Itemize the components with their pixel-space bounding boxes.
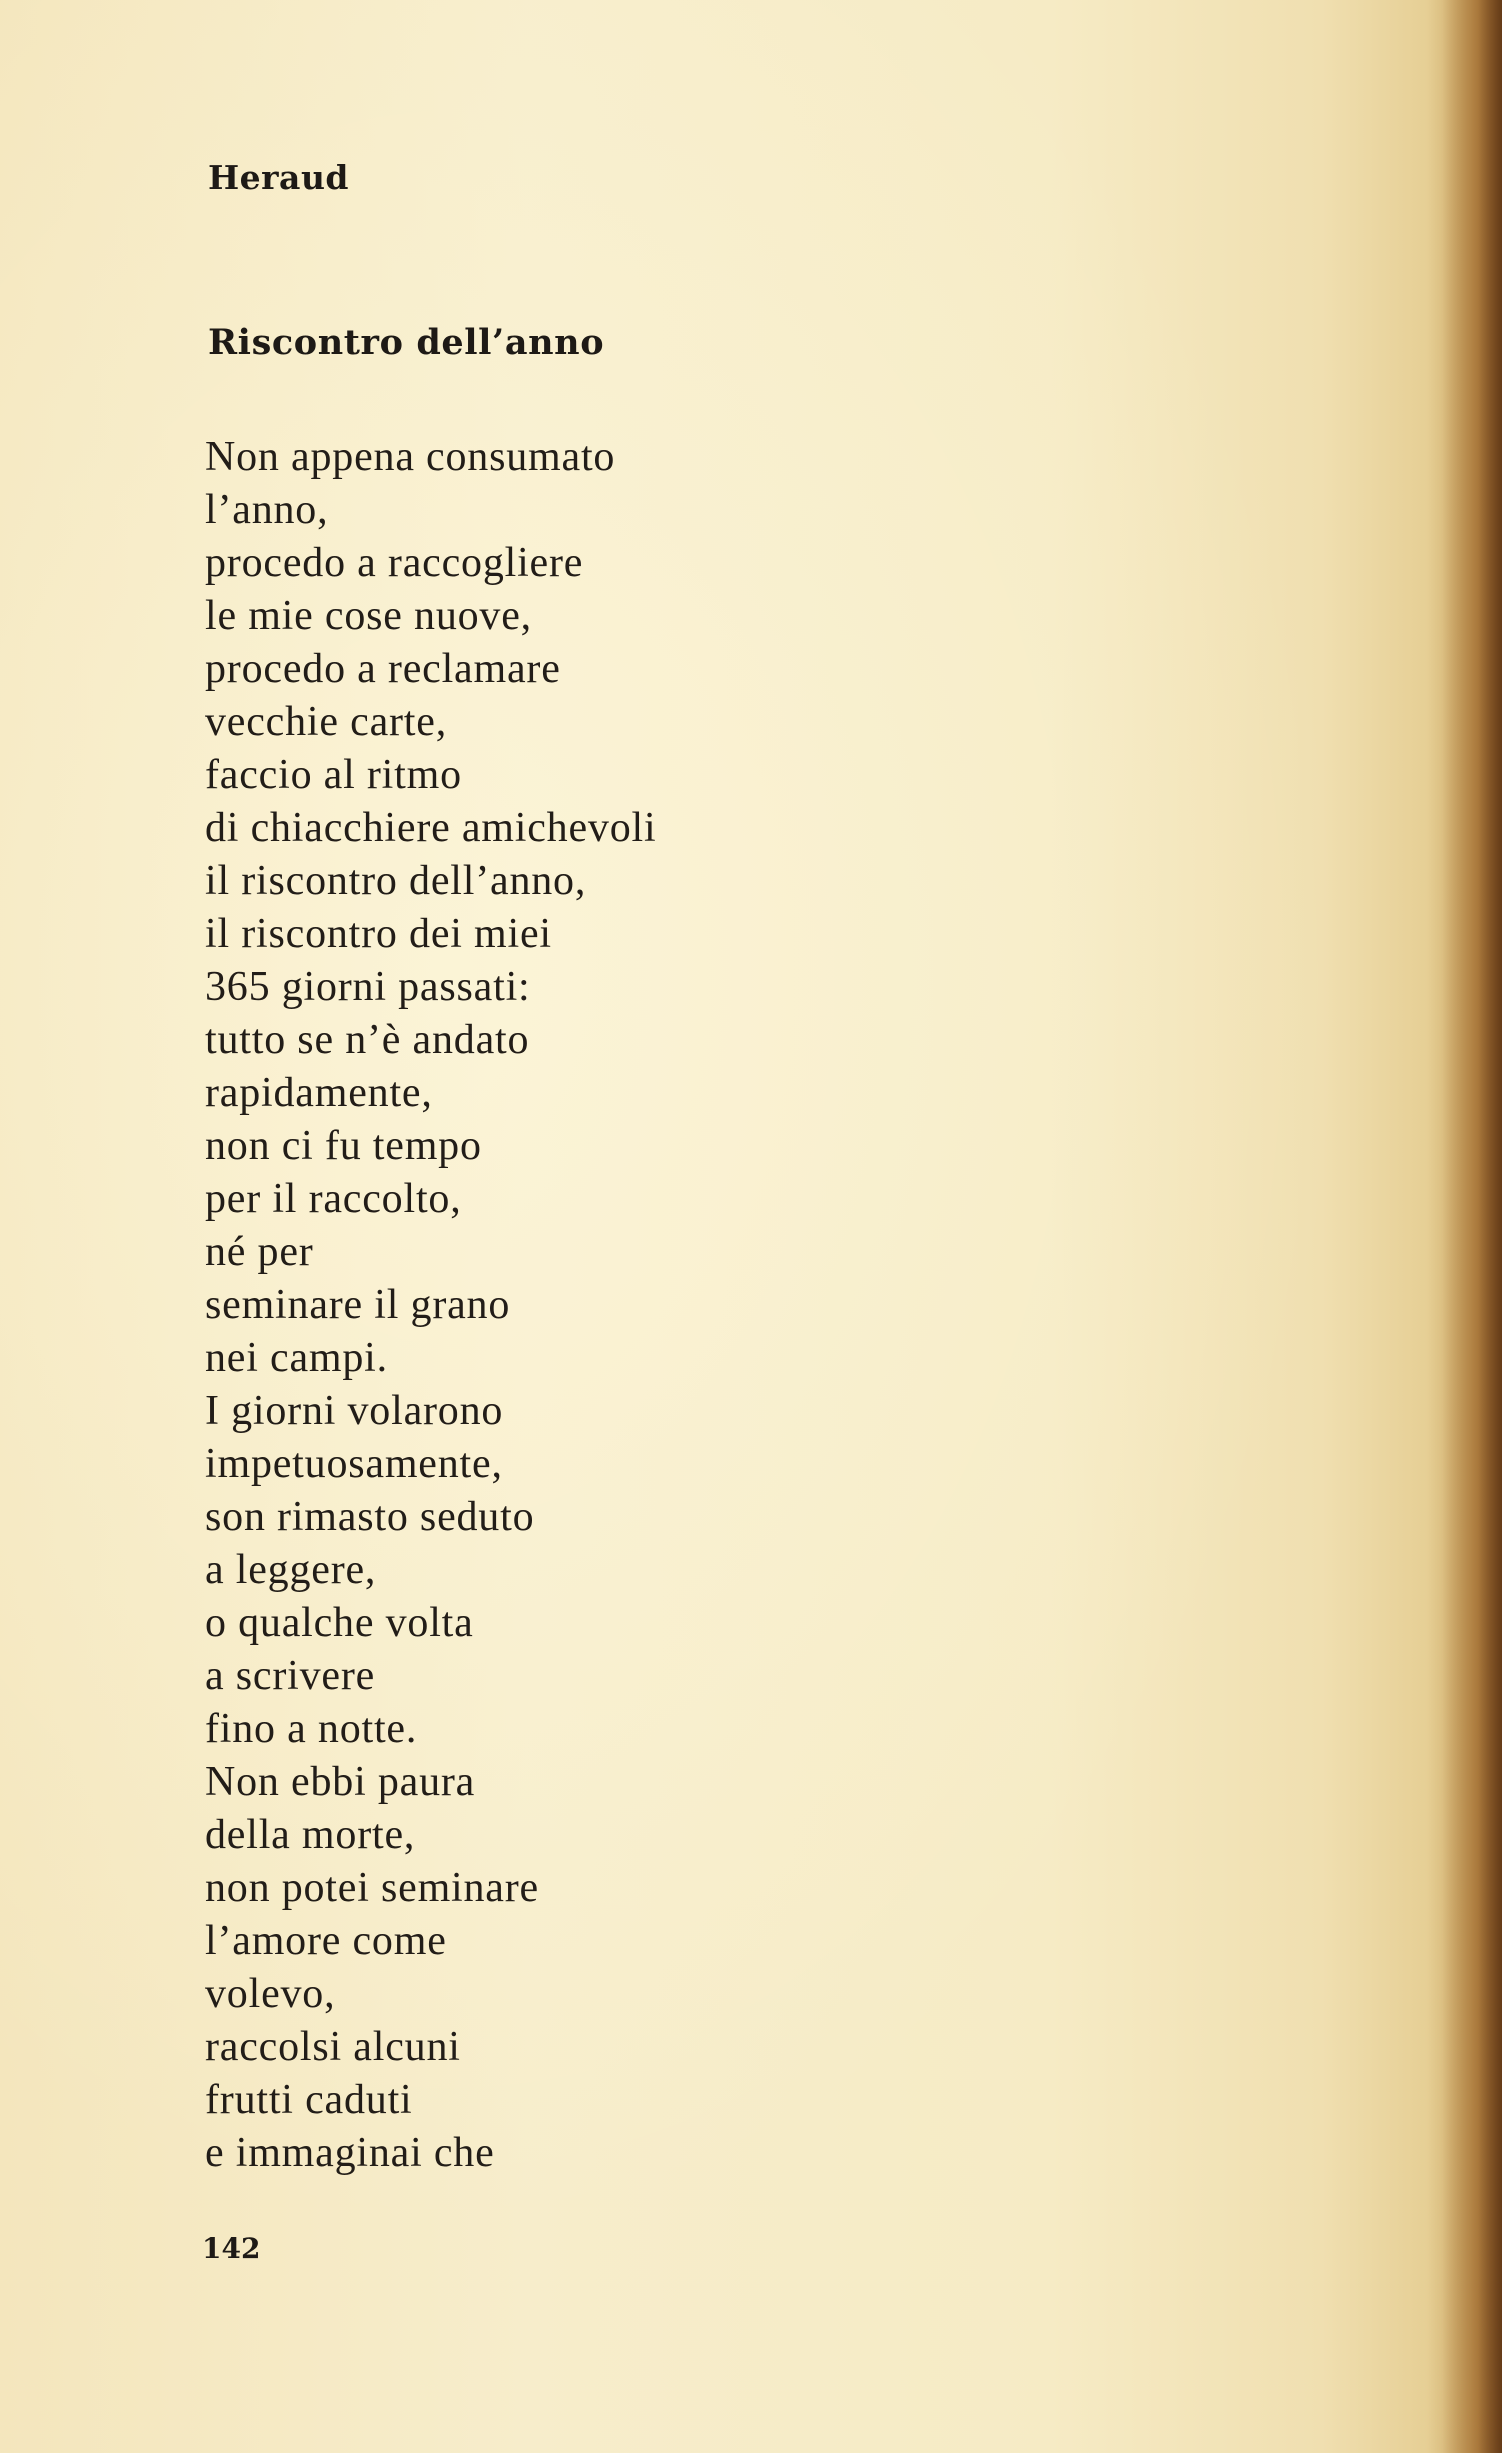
poem-line: frutti caduti: [205, 2077, 413, 2123]
poem-title: Riscontro dell’anno: [208, 322, 605, 363]
poem-line: per il raccolto,: [205, 1176, 462, 1222]
poem-line: 365 giorni passati:: [205, 964, 531, 1010]
poem-line: impetuosamente,: [205, 1441, 503, 1487]
poem-line: rapidamente,: [205, 1070, 433, 1116]
page-number: 142: [202, 2232, 261, 2265]
poem-line: fino a notte.: [205, 1706, 418, 1752]
poem-line: le mie cose nuove,: [205, 593, 532, 639]
poem-line: il riscontro dell’anno,: [205, 858, 587, 904]
poem-line: vecchie carte,: [205, 699, 448, 745]
poem-line: non ci fu tempo: [205, 1123, 482, 1169]
poem-line: di chiacchiere amichevoli: [205, 805, 657, 851]
page-edge-shadow: [1442, 0, 1502, 2453]
poem-line: o qualche volta: [205, 1600, 474, 1646]
poem-line: né per: [205, 1229, 314, 1275]
poem-line: e immaginai che: [205, 2130, 495, 2176]
poem-line: non potei seminare: [205, 1865, 539, 1911]
poem-line: procedo a raccogliere: [205, 540, 584, 586]
poem-line: l’anno,: [205, 487, 329, 533]
poem-line: a leggere,: [205, 1547, 377, 1593]
poem-line: della morte,: [205, 1812, 416, 1858]
author-header: Heraud: [208, 158, 350, 197]
poem-line: il riscontro dei miei: [205, 911, 552, 957]
poem-line: faccio al ritmo: [205, 752, 462, 798]
poem-line: l’amore come: [205, 1918, 447, 1964]
poem-line: a scrivere: [205, 1653, 376, 1699]
poem-line: raccolsi alcuni: [205, 2024, 461, 2070]
poem-line: tutto se n’è andato: [205, 1017, 530, 1063]
poem-line: seminare il grano: [205, 1282, 511, 1328]
poem-body: [205, 431, 656, 2180]
poem-line: procedo a reclamare: [205, 646, 561, 692]
poem-line: volevo,: [205, 1971, 336, 2017]
poem-line: Non appena consumato: [205, 434, 616, 480]
poem-line: Non ebbi paura: [205, 1759, 476, 1805]
poem-line: son rimasto seduto: [205, 1494, 535, 1540]
poem-line: I giorni volarono: [205, 1388, 504, 1434]
poem-line: nei campi.: [205, 1335, 388, 1381]
